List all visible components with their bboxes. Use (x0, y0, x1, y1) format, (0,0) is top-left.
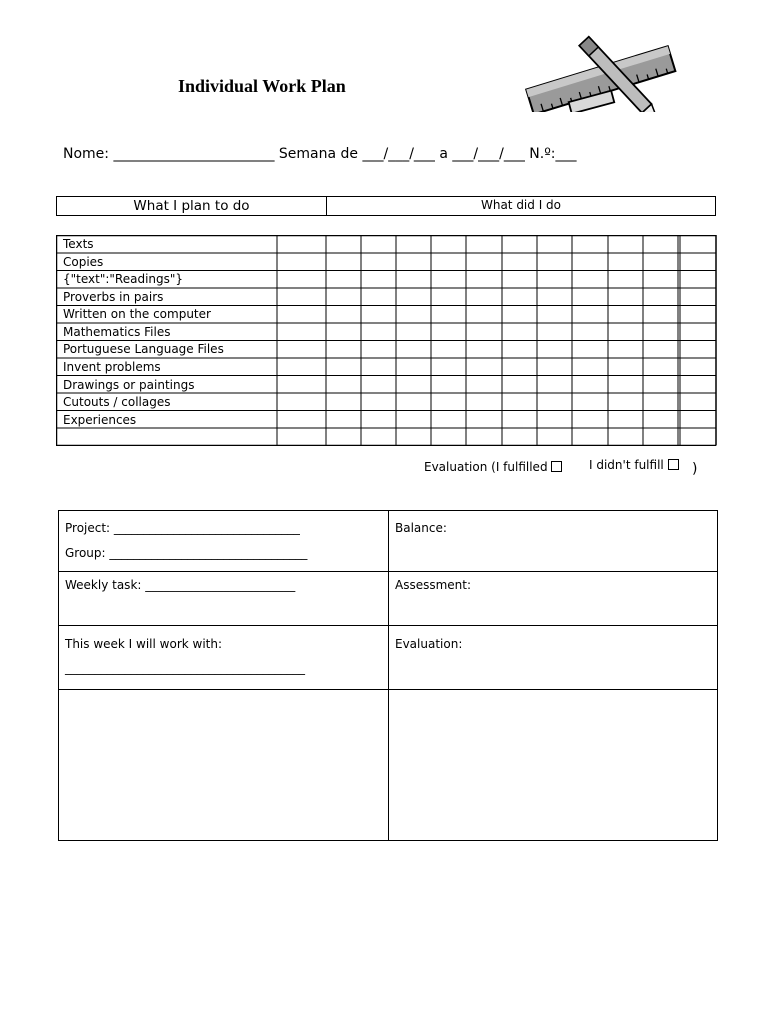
row-label: Invent problems (63, 360, 161, 375)
closing-parenthesis: ) (692, 461, 698, 477)
header-table (56, 196, 716, 216)
assessment-label: Assessment: (395, 578, 472, 592)
not-fulfilled-checkbox[interactable] (668, 459, 679, 470)
evaluation-label: Evaluation: (395, 637, 463, 651)
evaluation-fulfilled (424, 460, 562, 474)
row-label: Copies (63, 254, 104, 269)
evaluation-not-fulfilled (589, 458, 679, 472)
row-label: Mathematics Files (63, 324, 171, 339)
row-label: Texts (63, 237, 94, 251)
group-field[interactable]: Group: _________________________________ (65, 546, 308, 560)
row-divider (59, 625, 717, 626)
this-week-label: This week I will work with: (65, 637, 223, 651)
row-divider (59, 689, 717, 690)
row-label: Cutouts / collages (63, 395, 171, 410)
evaluation-not-fulfilled-label: I didn't fulfill (589, 458, 664, 472)
column-divider (388, 511, 389, 840)
did-header: What did I do (480, 198, 562, 212)
this-week-line[interactable]: ________________________________________ (65, 661, 305, 675)
balance-label: Balance: (395, 521, 447, 535)
evaluation-fulfilled-label: Evaluation (I fulfilled (424, 460, 548, 474)
row-label: Written on the computer (63, 307, 211, 322)
name-week-number-line[interactable]: Nome: _______________________ Semana de ___/___/___ a ___/___/___ N.º:___ (63, 146, 577, 162)
row-divider (59, 571, 717, 572)
weekly-task-field[interactable]: Weekly task: _________________________ (65, 578, 296, 592)
project-field[interactable]: Project: _______________________________ (65, 521, 300, 535)
row-label: {"text":"Readings"} (63, 272, 184, 287)
page-title: Individual Work Plan (178, 76, 346, 96)
plan-header: What I plan to do (57, 197, 327, 215)
activity-grid[interactable] (56, 235, 717, 446)
row-label: Drawings or paintings (63, 377, 195, 392)
row-label: Portuguese Language Files (63, 342, 224, 357)
row-label: Proverbs in pairs (63, 289, 164, 304)
project-section (58, 510, 718, 841)
grid-lines (56, 235, 717, 446)
fulfilled-checkbox[interactable] (551, 461, 562, 472)
row-label: Experiences (63, 412, 137, 427)
ruler-pencil-eraser-icon (518, 28, 678, 112)
